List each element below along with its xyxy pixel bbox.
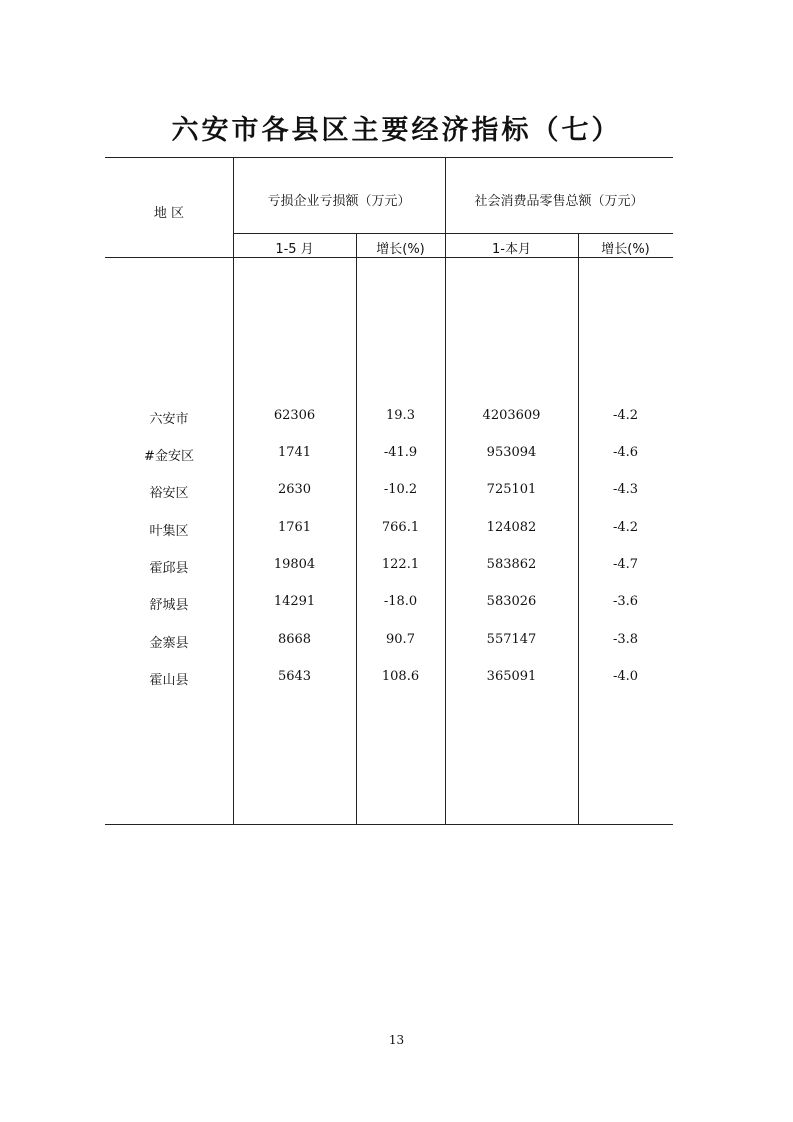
loss-growth-cell: -10.2 <box>383 482 418 497</box>
page-number: 13 <box>388 1033 405 1047</box>
table-bottom-rule <box>105 824 673 825</box>
region-cell: 霍山县 <box>149 673 189 688</box>
loss-cell: 62306 <box>273 408 316 423</box>
region-cell: 金寨县 <box>149 636 189 651</box>
loss-cell: 5643 <box>277 669 312 684</box>
loss-growth-cell: 19.3 <box>386 408 415 423</box>
retail-group-header: 社会消费品零售总额（万元） <box>474 194 644 209</box>
retail-cell: 583862 <box>486 557 537 572</box>
retail-growth-cell: -3.6 <box>612 594 639 609</box>
retail-growth-cell: -4.7 <box>612 557 639 572</box>
loss-cell: 19804 <box>273 557 316 572</box>
loss-cell: 8668 <box>277 632 312 647</box>
page-title: 六安市各县区主要经济指标（七） <box>171 115 622 146</box>
loss-growth-cell: 766.1 <box>381 520 420 535</box>
loss-cell: 2630 <box>277 482 312 497</box>
retail-growth-cell: -4.2 <box>612 520 639 535</box>
loss-cell: 14291 <box>273 594 316 609</box>
loss-cell: 1741 <box>277 445 312 460</box>
retail-cell: 557147 <box>486 632 537 647</box>
loss-growth-cell: 122.1 <box>381 557 420 572</box>
retail-cell: 725101 <box>486 482 537 497</box>
region-cell: 六安市 <box>149 412 189 427</box>
retail-cell: 124082 <box>486 520 537 535</box>
table-top-rule <box>105 157 673 158</box>
loss-group-header: 亏损企业亏损额（万元） <box>267 194 411 209</box>
retail-growth-cell: -3.8 <box>612 632 639 647</box>
loss-growth-header: 增长(%) <box>376 242 425 257</box>
loss-growth-cell: -18.0 <box>383 594 418 609</box>
retail-cell: 583026 <box>486 594 537 609</box>
retail-growth-cell: -4.3 <box>612 482 639 497</box>
retail-growth-header: 增长(%) <box>601 242 650 257</box>
region-cell: 裕安区 <box>149 486 189 501</box>
retail-period-header: 1-本月 <box>492 242 531 257</box>
retail-growth-cell: -4.2 <box>612 408 639 423</box>
loss-growth-cell: 108.6 <box>381 669 420 684</box>
region-cell: 舒城县 <box>149 598 189 613</box>
header-bottom-rule <box>105 257 673 258</box>
region-cell: #金安区 <box>144 449 194 464</box>
retail-cell: 365091 <box>486 669 537 684</box>
retail-cell: 953094 <box>486 445 537 460</box>
retail-growth-cell: -4.6 <box>612 445 639 460</box>
loss-period-header: 1-5 月 <box>275 242 314 257</box>
region-header: 地 区 <box>153 206 185 221</box>
retail-growth-cell: -4.0 <box>612 669 639 684</box>
region-cell: 叶集区 <box>149 524 189 539</box>
loss-cell: 1761 <box>277 520 312 535</box>
subheader-rule <box>233 233 673 234</box>
retail-cell: 4203609 <box>482 408 541 423</box>
region-cell: 霍邱县 <box>149 561 189 576</box>
loss-growth-cell: -41.9 <box>383 445 418 460</box>
loss-growth-cell: 90.7 <box>386 632 415 647</box>
